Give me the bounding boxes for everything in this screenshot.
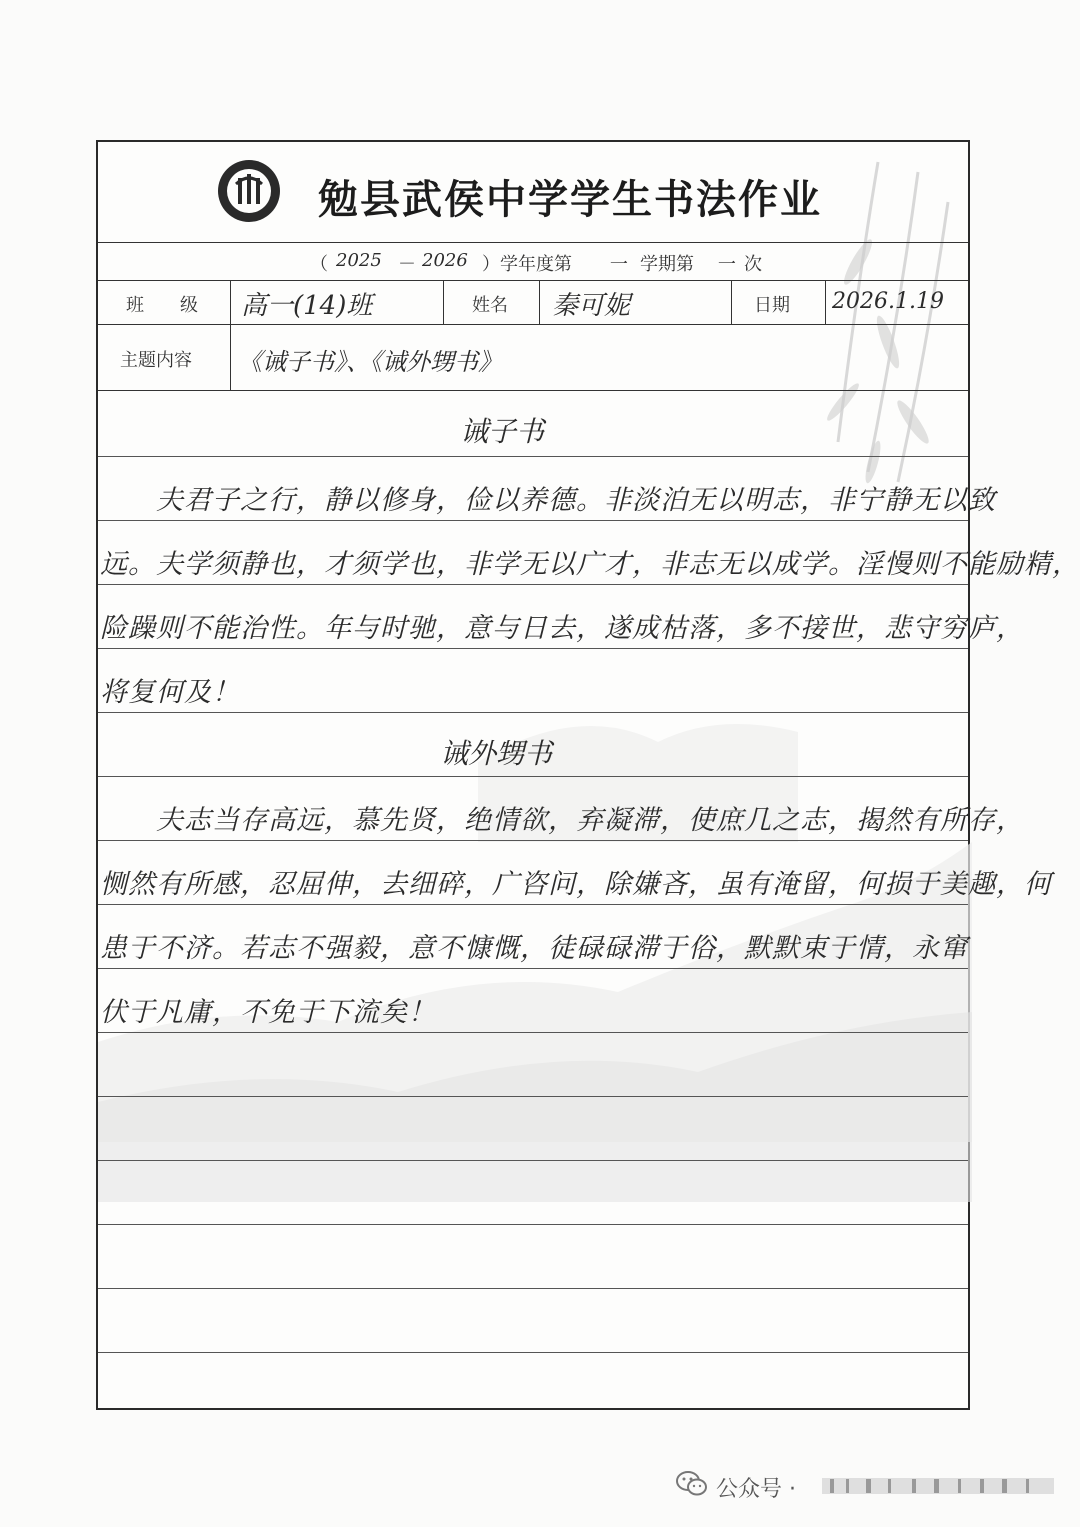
name-label-cell bbox=[444, 280, 540, 324]
name-value-cell bbox=[540, 280, 732, 324]
essay1-line: 夫君子之行，静以修身，俭以养德。非淡泊无以明志，非宁静无以致 bbox=[100, 485, 996, 516]
rule-line bbox=[98, 1352, 968, 1353]
date-label-cell bbox=[732, 280, 826, 324]
term-count: 一 bbox=[716, 254, 734, 275]
essay2-line: 伏于凡庸，不免于下流矣！ bbox=[100, 997, 436, 1028]
rule-line bbox=[98, 712, 968, 713]
term-semester: 一 bbox=[608, 254, 626, 275]
term-year-start: 2025 bbox=[336, 250, 382, 271]
rule-line bbox=[98, 648, 968, 649]
info-row bbox=[98, 280, 968, 325]
essay1-title: 诫子书 bbox=[460, 415, 545, 448]
essay2-title: 诫外甥书 bbox=[440, 737, 553, 770]
essay1-line: 将复何及！ bbox=[100, 677, 240, 708]
term-semester-suffix: 学期第 bbox=[640, 254, 694, 275]
essay2-line: 患于不济。若志不强毅，意不慷慨，徒碌碌滞于俗，默默束于情，永窜 bbox=[100, 933, 968, 964]
term-row bbox=[98, 242, 968, 281]
topic-label: 主题内容 bbox=[120, 350, 192, 371]
rule-line bbox=[98, 1096, 968, 1097]
footer-brand: 公众号 · bbox=[716, 1477, 796, 1502]
term-dash: － bbox=[398, 254, 416, 275]
class-label: 班 级 bbox=[126, 295, 198, 316]
rule-line bbox=[98, 1160, 968, 1161]
class-value: 高一(14)班 bbox=[241, 291, 373, 321]
name-label: 姓名 bbox=[472, 295, 508, 316]
rule-line bbox=[98, 904, 968, 905]
wechat-icon bbox=[676, 1470, 708, 1498]
watermark-footer bbox=[676, 1466, 1066, 1506]
date-value: 2026.1.19 bbox=[832, 289, 944, 314]
calligraphy-sheet bbox=[96, 140, 1080, 1410]
rule-line bbox=[98, 520, 968, 521]
term-close: ）学年度第 bbox=[482, 254, 572, 275]
rule-line bbox=[98, 1032, 968, 1033]
name-value: 秦可妮 bbox=[552, 291, 631, 321]
date-label: 日期 bbox=[754, 295, 790, 316]
rule-line bbox=[98, 1288, 968, 1289]
blurred-account-name bbox=[822, 1476, 1054, 1496]
page-title: 勉县武侯中学学生书法作业 bbox=[318, 176, 822, 223]
topic-label-cell bbox=[98, 324, 231, 390]
essay2-line: 恻然有所感，忍屈伸，去细碎，广咨问，除嫌吝，虽有淹留，何损于美趣，何 bbox=[100, 869, 1052, 900]
rule-line bbox=[98, 840, 968, 841]
term-open: （ bbox=[310, 254, 328, 275]
rule-line bbox=[98, 776, 968, 777]
class-label-cell bbox=[98, 280, 231, 324]
school-emblem-icon bbox=[216, 158, 282, 224]
rule-line bbox=[98, 1224, 968, 1225]
date-value-cell bbox=[826, 280, 968, 324]
topic-value: 《诫子书》、《诫外甥书》 bbox=[238, 348, 502, 376]
class-value-cell bbox=[231, 280, 444, 324]
term-count-suffix: 次 bbox=[744, 254, 762, 275]
term-year-end: 2026 bbox=[422, 250, 468, 271]
essay2-line: 夫志当存高远，慕先贤，绝情欲，弃凝滞，使庶几之志，揭然有所存， bbox=[100, 805, 1024, 836]
topic-row bbox=[98, 324, 968, 391]
essay1-line: 远。夫学须静也，才须学也，非学无以广才，非志无以成学。淫慢则不能励精， bbox=[100, 549, 1080, 580]
essay1-line: 险躁则不能治性。年与时驰，意与日去，遂成枯落，多不接世，悲守穷庐， bbox=[100, 613, 1024, 644]
rule-line bbox=[98, 584, 968, 585]
rule-line bbox=[98, 456, 968, 457]
sheet-header bbox=[98, 142, 968, 243]
rule-line bbox=[98, 968, 968, 969]
